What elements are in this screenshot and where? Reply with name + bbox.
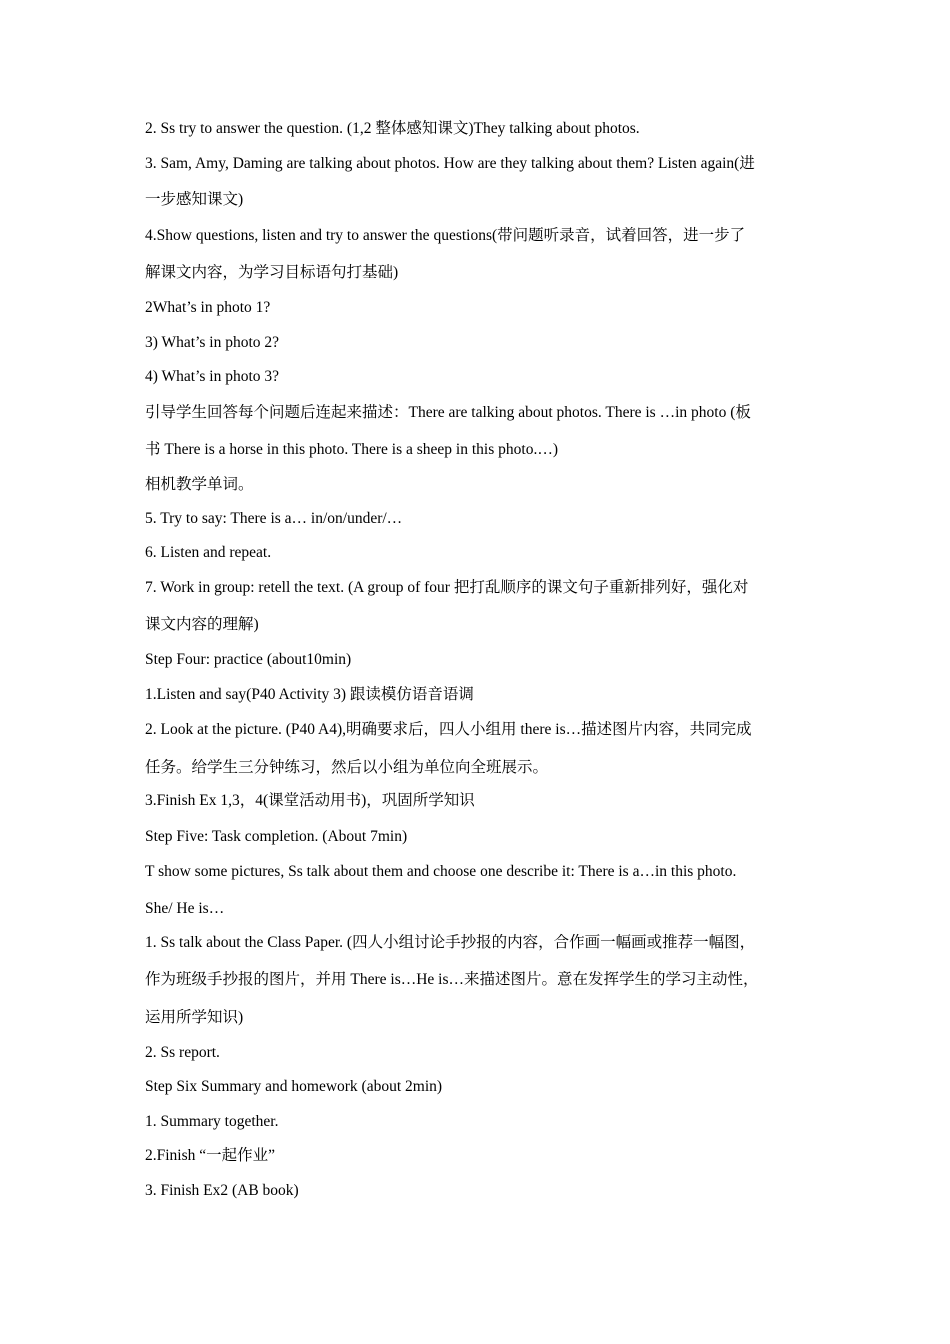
text-line: 书 There is a horse in this photo. There is a sheep in this photo.…) — [145, 441, 558, 458]
text-line: 引导学生回答每个问题后连起来描述：There are talking about photos. There is …in photo (板 — [145, 404, 751, 421]
text-line: 3. Finish Ex2 (AB book) — [145, 1182, 299, 1199]
text-line: 5. Try to say: There is a… in/on/under/… — [145, 510, 403, 527]
text-line: 4.Show questions, listen and try to answer the questions(带问题听录音，试着回答，进一步了 — [145, 227, 746, 244]
text-line: 2. Ss try to answer the question. (1,2 整体感知课文)They talking about photos. — [145, 120, 640, 137]
text-line: 3) What’s in photo 2? — [145, 334, 280, 351]
text-line: 课文内容的理解) — [145, 616, 259, 633]
text-line: 1.Listen and say(P40 Activity 3) 跟读模仿语音语调 — [145, 686, 474, 703]
text-line: Step Six Summary and homework (about 2min) — [145, 1078, 443, 1095]
text-line: 一步感知课文) — [145, 191, 244, 208]
text-line: 相机教学单词。 — [145, 476, 254, 493]
text-line: 解课文内容，为学习目标语句打基础) — [145, 264, 399, 281]
text-line: She/ He is… — [145, 900, 225, 917]
text-line: 2.Finish “一起作业” — [145, 1147, 276, 1164]
text-line: 2What’s in photo 1? — [145, 299, 271, 316]
text-line: Step Four: practice (about10min) — [145, 651, 352, 668]
text-line: 7. Work in group: retell the text. (A group of four 把打乱顺序的课文句子重新排列好，强化对 — [145, 579, 749, 596]
text-line: 3.Finish Ex 1,3，4(课堂活动用书)，巩固所学知识 — [145, 792, 475, 809]
text-line: 1. Ss talk about the Class Paper. (四人小组讨论手抄报的内容，合作画一幅画或推荐一幅图， — [145, 934, 756, 951]
text-line: 2. Ss report. — [145, 1044, 220, 1061]
text-line: Step Five: Task completion. (About 7min) — [145, 828, 408, 845]
text-line: 6. Listen and repeat. — [145, 544, 272, 561]
text-line: 4) What’s in photo 3? — [145, 368, 280, 385]
text-line: 任务。给学生三分钟练习，然后以小组为单位向全班展示。 — [145, 759, 549, 776]
text-line: T show some pictures, Ss talk about them and choose one describe it: There is a…in this photo. — [145, 863, 737, 880]
text-line: 2. Look at the picture. (P40 A4),明确要求后，四人小组用 there is…描述图片内容，共同完成 — [145, 721, 752, 738]
text-line: 1. Summary together. — [145, 1113, 279, 1130]
text-line: 运用所学知识) — [145, 1009, 244, 1026]
text-line: 3. Sam, Amy, Daming are talking about photos. How are they talking about them? Listen again(进 — [145, 155, 755, 172]
text-line: 作为班级手抄报的图片，并用 There is…He is…来描述图片。意在发挥学生的学习主动性， — [145, 971, 759, 988]
